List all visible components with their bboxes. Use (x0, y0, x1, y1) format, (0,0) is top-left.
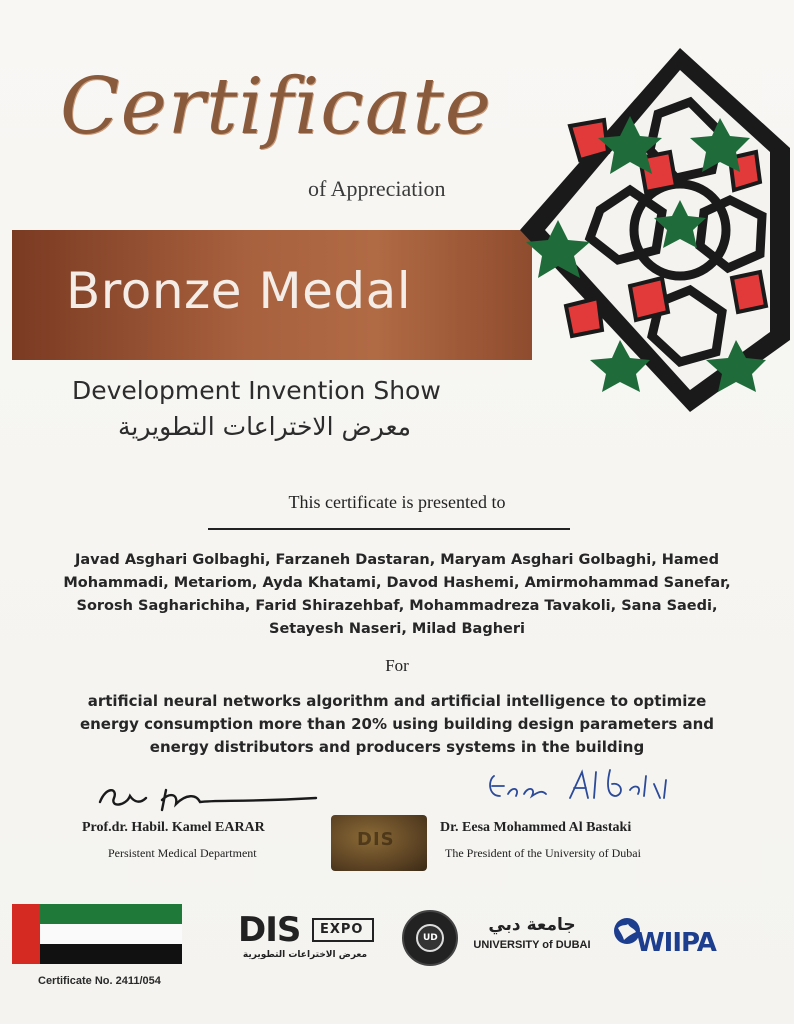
wiipa-logo (612, 912, 716, 968)
medal-title: Bronze Medal (66, 262, 412, 320)
event-name-ar: معرض الاختراعات التطويرية (118, 412, 412, 441)
dis-logo-arabic: معرض الاختراعات التطويرية (242, 950, 368, 960)
right-signatory-department: The President of the University of Dubai (445, 846, 641, 860)
university-name-arabic: جامعة دبي (488, 915, 576, 935)
event-name-en: Development Invention Show (72, 376, 441, 405)
award-reason: artificial neural networks algorithm and artificial intelligence to optimize energy consumption more than 20% using building design parameters and energy distributors and producers systems in the building (79, 692, 715, 756)
seal-text: DIS (357, 829, 395, 850)
university-seal-icon (402, 910, 458, 966)
dis-expo-logo (234, 910, 376, 966)
expo-logo-text: EXPO (320, 922, 364, 937)
left-signature-icon (96, 780, 336, 816)
expo-box (312, 918, 374, 942)
certificate-number: Certificate No. 2411/054 (38, 975, 161, 987)
dis-logo-text: DIS (238, 910, 301, 950)
geometric-ornament-icon (490, 40, 790, 420)
right-signature-icon (484, 766, 674, 816)
recipients-list: Javad Asghari Golbaghi, Farzaneh Dastaran, Maryam Asghari Golbaghi, Hamed Mohammadi, Metariom, Ayda Khatami, Davod Hashemi, Amirmohammad Sanefar, Sorosh Sagharichiha, Farid Shirazehbaf, Mohammadreza Tavakoli, Sana Saedi, Setayesh Naseri, Milad Bagheri (63, 552, 731, 637)
gold-seal (331, 815, 427, 871)
university-seal-text: UD (423, 933, 438, 943)
certificate-subtitle: of Appreciation (308, 176, 446, 201)
recipient-underline (208, 528, 570, 530)
right-signatory-name: Dr. Eesa Mohammed Al Bastaki (440, 820, 632, 835)
uae-flag-icon (12, 904, 182, 964)
presented-to-label: This certificate is presented to (288, 492, 506, 512)
certificate-title-script: Certificate (60, 62, 492, 152)
left-signatory-name: Prof.dr. Habil. Kamel EARAR (82, 820, 265, 835)
for-label: For (385, 656, 409, 675)
university-name-english: UNIVERSITY of DUBAI (473, 939, 591, 951)
left-signatory-department: Persistent Medical Department (108, 846, 257, 860)
wiipa-logo-text: WIIPA (636, 928, 716, 958)
